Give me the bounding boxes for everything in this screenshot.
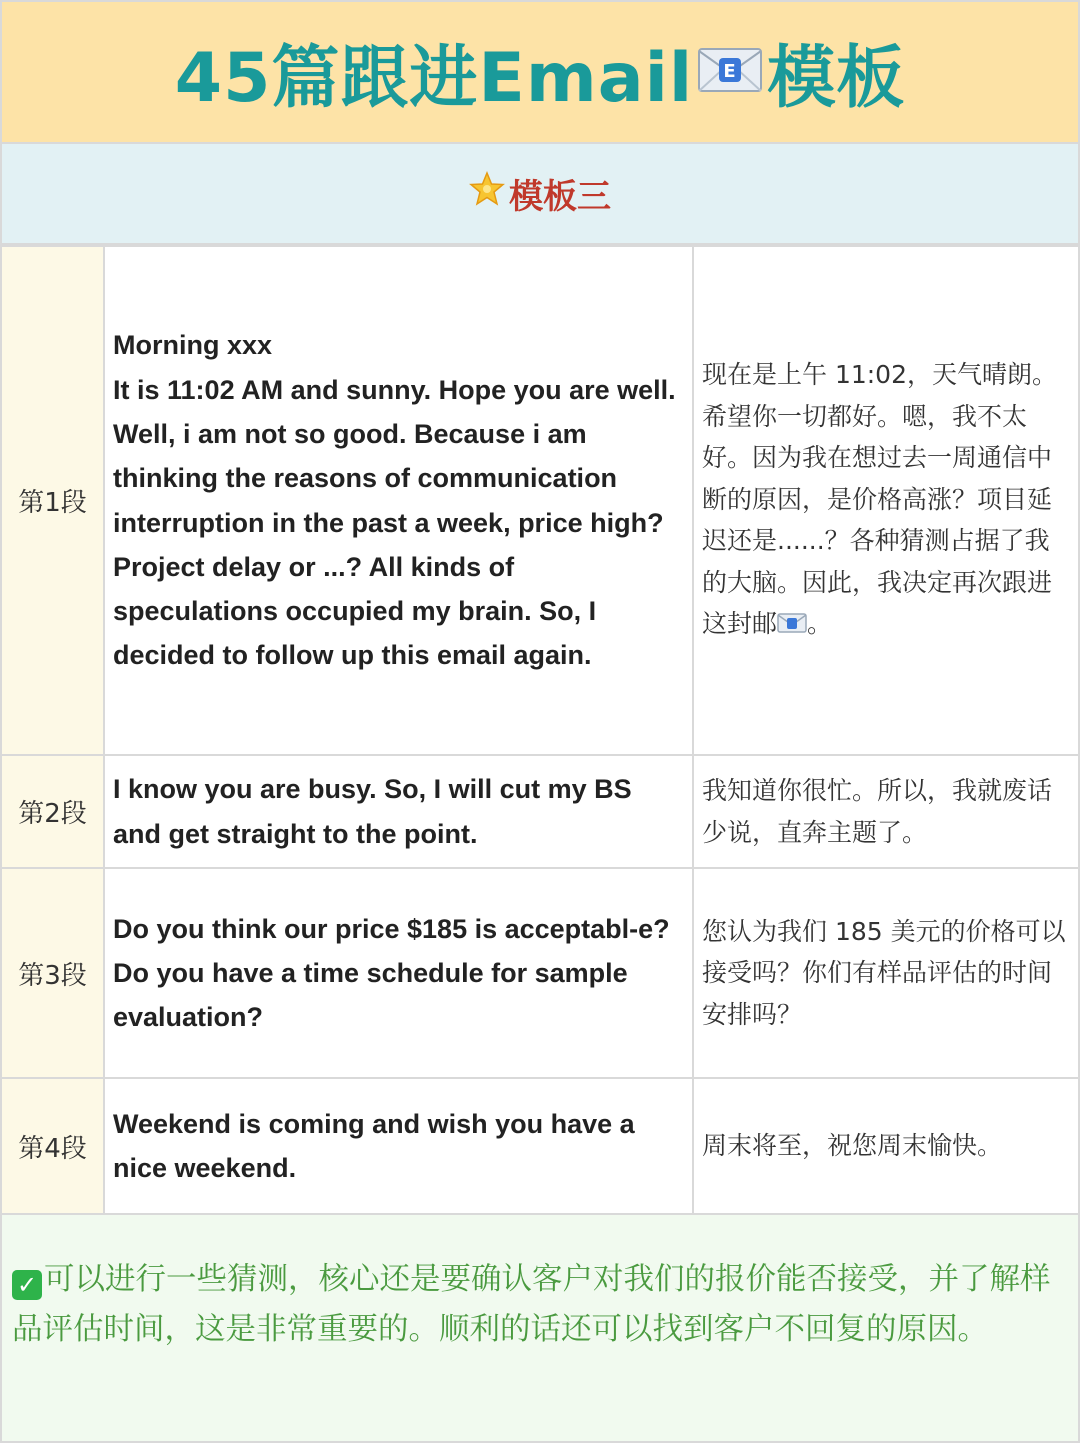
template-title — [469, 169, 611, 218]
title-prefix: 45篇跟进Email — [174, 38, 694, 118]
chinese-paragraph — [702, 354, 1068, 647]
paragraph-label: 第4段 — [2, 1078, 104, 1214]
translation-table — [2, 245, 1078, 1215]
paragraph-label: 第1段 — [2, 246, 104, 755]
paragraph-label: 第2段 — [2, 755, 104, 868]
summary-note-text — [12, 1255, 1068, 1355]
chinese-paragraph-end: 。 — [807, 609, 833, 639]
table-row — [2, 1078, 1078, 1214]
table-row — [2, 868, 1078, 1078]
english-text: I know you are busy. So, I will cut my BS and get straight to the point. — [104, 755, 693, 868]
table-row — [2, 246, 1078, 755]
paragraph-label: 第3段 — [2, 868, 104, 1078]
chinese-text — [693, 246, 1078, 755]
chinese-text: 我知道你很忙。所以，我就废话少说，直奔主题了。 — [693, 755, 1078, 868]
page-title — [175, 24, 905, 121]
header — [2, 2, 1078, 144]
envelope-icon — [697, 33, 763, 112]
glowing-star-icon — [469, 171, 505, 216]
svg-text:E: E — [723, 60, 737, 82]
table-row — [2, 755, 1078, 868]
english-text: Do you think our price $185 is acceptabl-e? Do you have a time schedule for sample evaluation? — [104, 868, 693, 1078]
chinese-text: 您认为我们 185 美元的价格可以接受吗？你们有样品评估的时间安排吗？ — [693, 868, 1078, 1078]
chinese-paragraph-body: 现在是上午 11:02，天气晴朗。希望你一切都好。嗯，我不太好。因为我在想过去一周通信中断的原因，是价格高涨？项目延迟还是......？各种猜测占据了我的大脑。因此，我决定再次跟进这封邮 — [702, 359, 1057, 639]
subheader — [2, 144, 1078, 245]
envelope-icon — [777, 605, 807, 647]
chinese-text: 周末将至，祝您周末愉快。 — [693, 1078, 1078, 1214]
title-suffix: 模板 — [767, 38, 906, 118]
summary-note — [2, 1215, 1078, 1441]
english-text — [104, 246, 693, 755]
english-paragraph: Morning xxx It is 11:02 AM and sunny. Hope you are well. Well, i am not so good. Because i am thinking the reasons of communication interruption in the past a week, price high? Project delay or ...? All kinds of speculations occupied my brain. So, I decided to follow up this email again. — [113, 330, 676, 671]
summary-note-body: 可以进行一些猜测，核心还是要确认客户对我们的报价能否接受，并了解样品评估时间，这是非常重要的。顺利的话还可以找到客户不回复的原因。 — [12, 1262, 1051, 1347]
english-text: Weekend is coming and wish you have a nice weekend. — [104, 1078, 693, 1214]
check-mark-icon: ✓ — [12, 1270, 42, 1300]
template-title-text: 模板三 — [509, 177, 611, 217]
